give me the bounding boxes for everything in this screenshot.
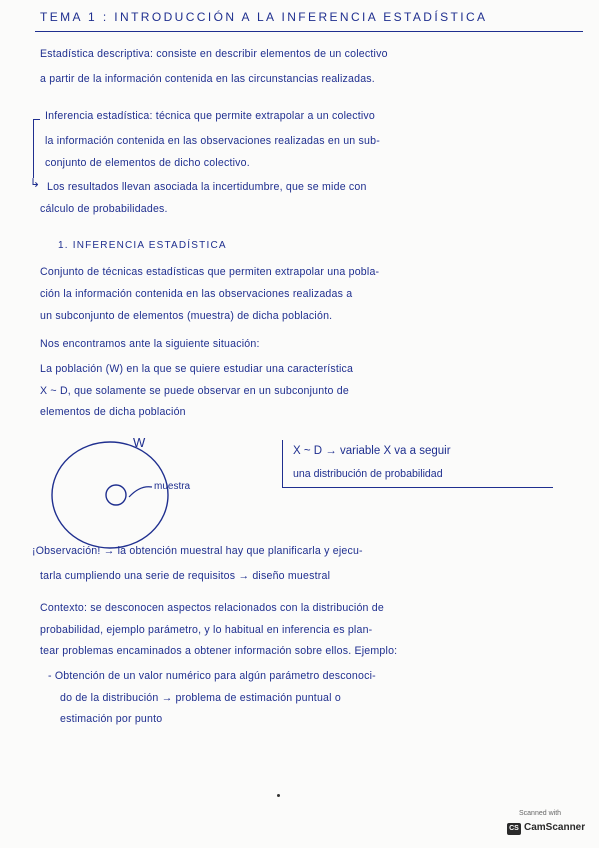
context-line: tear problemas encaminados a obtener información sobre ellos. Ejemplo: bbox=[40, 645, 398, 657]
result-line: cálculo de probabilidades. bbox=[40, 203, 168, 215]
page-mark bbox=[277, 794, 280, 797]
population-diagram-svg bbox=[40, 425, 260, 555]
observation-line: tarla cumpliendo una serie de requisitos → diseño muestral bbox=[40, 570, 331, 582]
watermark-caption: Scanned with bbox=[519, 810, 562, 817]
section-line: elementos de dicha población bbox=[40, 406, 186, 418]
section-line: X ~ D, que solamente se puede observar en un subconjunto de bbox=[40, 385, 349, 397]
para1-line: Estadística descriptiva: consiste en describir elementos de un colectivo bbox=[40, 48, 388, 60]
result-line: Los resultados llevan asociada la incertidumbre, que se mide con bbox=[47, 181, 367, 193]
result-arrow-icon: ↳ bbox=[30, 176, 41, 190]
para2-line: Inferencia estadística: técnica que permite extrapolar a un colectivo bbox=[45, 110, 376, 122]
sample-pointer bbox=[129, 487, 152, 497]
para2-line: la información contenida en las observaciones realizadas en un sub- bbox=[45, 135, 380, 147]
page-title: TEMA 1 : INTRODUCCIÓN A LA INFERENCIA ESTADÍSTICA bbox=[40, 10, 488, 24]
camscanner-watermark bbox=[505, 810, 585, 840]
para1-line: a partir de la información contenida en las circunstancias realizadas. bbox=[40, 73, 375, 85]
population-diagram bbox=[40, 425, 260, 555]
section-heading: 1. INFERENCIA ESTADÍSTICA bbox=[58, 240, 227, 251]
section-line: Nos encontramos ante la siguiente situación: bbox=[40, 338, 260, 350]
bullet-line: estimación por punto bbox=[60, 713, 163, 725]
title-underline bbox=[35, 31, 583, 32]
section-line: un subconjunto de elementos (muestra) de dicha población. bbox=[40, 310, 333, 322]
sample-label: muestra bbox=[154, 481, 191, 492]
bracket-line bbox=[33, 119, 40, 178]
camscanner-logo-icon: CS bbox=[507, 823, 521, 835]
section-line: La población (W) en la que se quiere estudiar una característica bbox=[40, 363, 354, 375]
watermark-brand: CamScanner bbox=[524, 822, 586, 833]
distribution-note bbox=[282, 440, 553, 488]
population-label: W bbox=[133, 435, 146, 450]
bullet-line: - Obtención de un valor numérico para algún parámetro desconoci- bbox=[48, 670, 376, 682]
bullet-line: do de la distribución → problema de estimación puntual o bbox=[60, 692, 341, 704]
para2-line: conjunto de elementos de dicho colectivo. bbox=[45, 157, 250, 169]
sample-circle bbox=[106, 485, 126, 505]
section-line: ción la información contenida en las observaciones realizadas a bbox=[40, 288, 353, 300]
section-line: Conjunto de técnicas estadísticas que permiten extrapolar una pobla- bbox=[40, 266, 380, 278]
observation-line: ¡Observación! → la obtención muestral hay que planificarla y ejecu- bbox=[32, 545, 363, 557]
context-line: probabilidad, ejemplo parámetro, y lo habitual en inferencia es plan- bbox=[40, 624, 373, 636]
population-circle bbox=[52, 442, 168, 548]
distribution-note-line: una distribución de probabilidad bbox=[293, 468, 443, 480]
context-line: Contexto: se desconocen aspectos relacionados con la distribución de bbox=[40, 602, 384, 614]
distribution-note-line: X ~ D → variable X va a seguir bbox=[293, 445, 451, 457]
